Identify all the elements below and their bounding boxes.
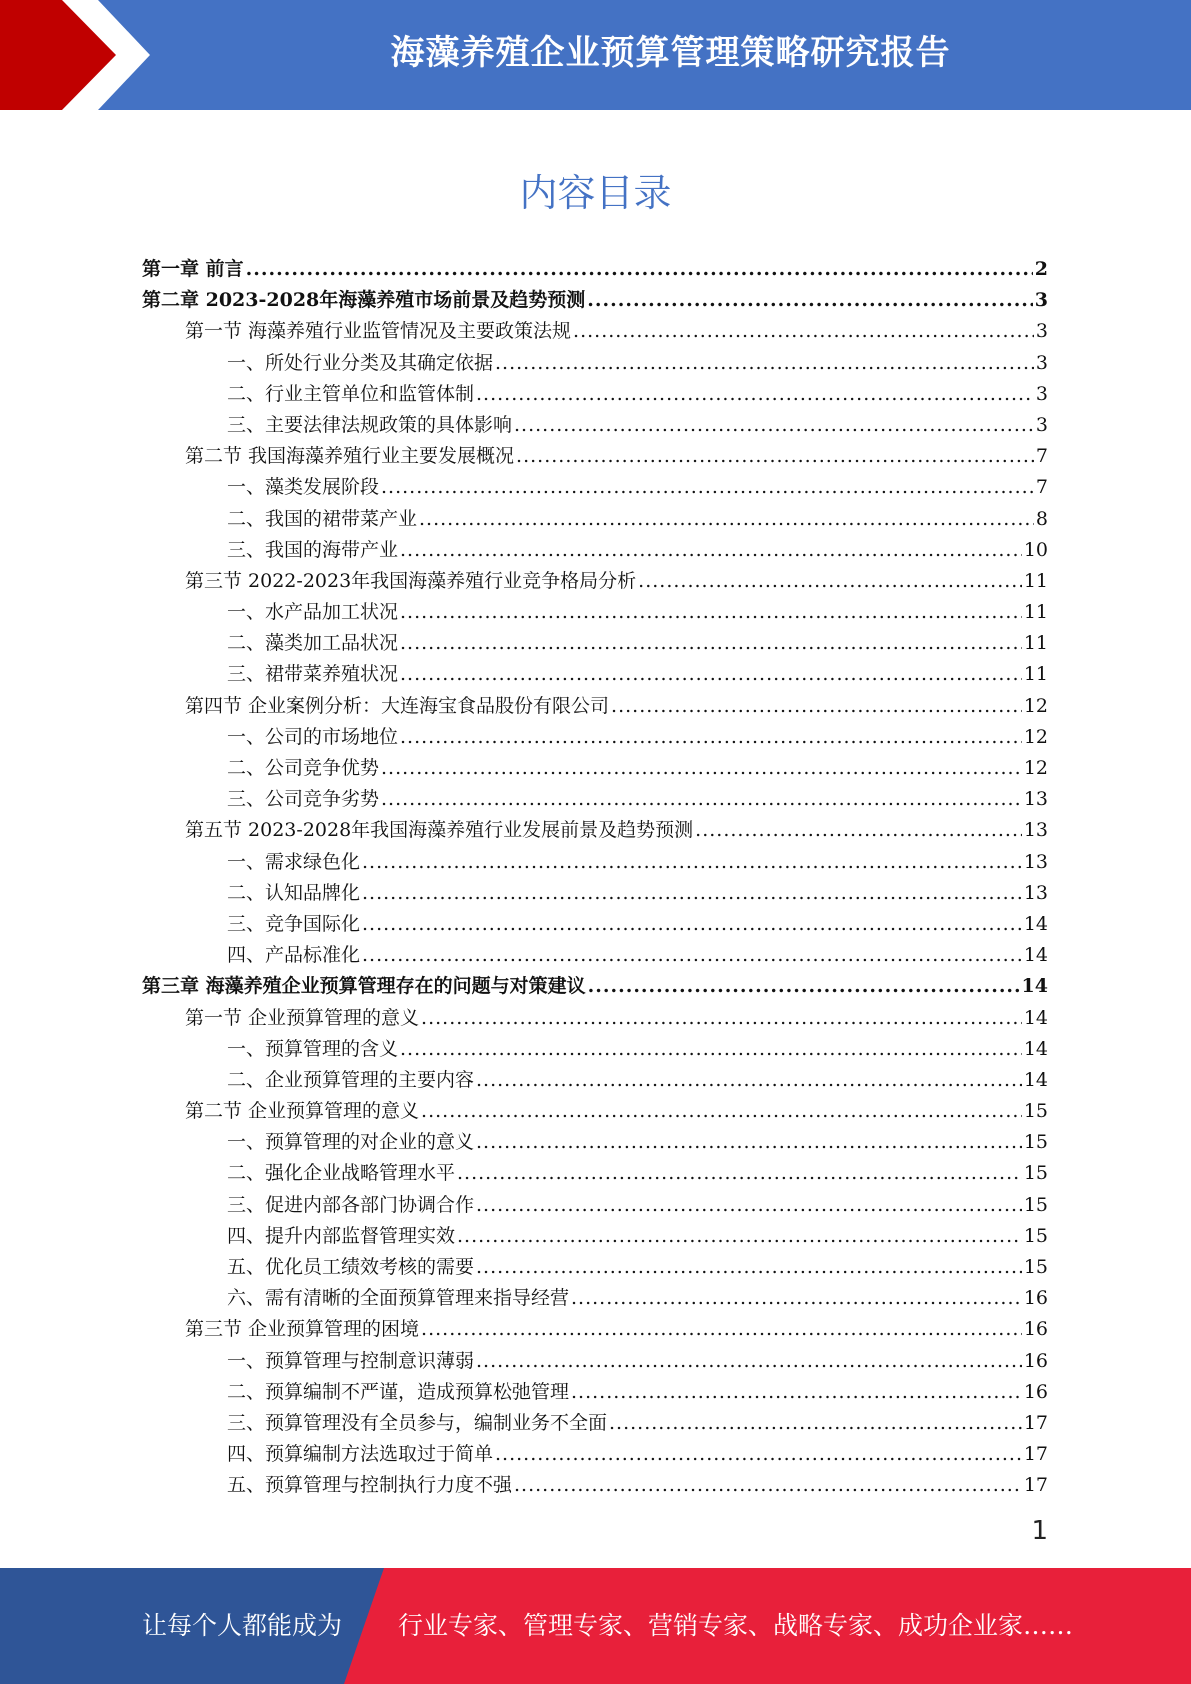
toc-entry-page: 14: [1023, 1068, 1048, 1091]
toc-entry[interactable]: [142, 1096, 1048, 1127]
toc-entry-page: 17: [1023, 1411, 1048, 1434]
toc-entry-title: 四、预算编制方法选取过于简单: [227, 1443, 494, 1466]
toc-leader-dots: [611, 691, 1022, 722]
toc-entry-title: 第三章 海藻养殖企业预算管理存在的问题与对策建议: [142, 975, 586, 998]
toc-leader-dots: [516, 441, 1034, 472]
toc-entry-title: 四、提升内部监督管理实效: [227, 1224, 456, 1247]
toc-entry-title: 三、我国的海带产业: [227, 538, 399, 561]
toc-leader-dots: [571, 1283, 1022, 1314]
toc-entry-page: 7: [1035, 445, 1048, 468]
toc-entry-title: 第一章 前言: [142, 258, 244, 280]
toc-entry[interactable]: [142, 1221, 1048, 1252]
page-number: 1: [1031, 1516, 1048, 1546]
toc-leader-dots: [476, 1190, 1022, 1221]
toc-leader-dots: [400, 597, 1022, 628]
toc-leader-dots: [514, 1470, 1022, 1501]
toc-entry-title: 第五节 2023-2028年我国海藻养殖行业发展前景及趋势预测: [185, 819, 694, 842]
toc-entry-title: 五、预算管理与控制执行力度不强: [227, 1474, 513, 1497]
toc-entry-title: 三、竞争国际化: [227, 912, 361, 935]
toc-entry-page: 16: [1023, 1287, 1048, 1310]
toc-leader-dots: [573, 316, 1034, 347]
toc-leader-dots: [421, 1096, 1022, 1127]
toc-entry[interactable]: [142, 940, 1048, 971]
toc-entry[interactable]: [142, 1283, 1048, 1314]
toc-entry-title: 三、公司竞争劣势: [227, 788, 380, 811]
toc-entry[interactable]: [142, 1470, 1048, 1501]
toc-leader-dots: [514, 410, 1034, 441]
toc-entry-title: 第一节 海藻养殖行业监管情况及主要政策法规: [185, 320, 572, 343]
toc-entry[interactable]: [142, 1252, 1048, 1283]
report-title: 海藻养殖企业预算管理策略研究报告: [390, 33, 951, 73]
toc-entry-page: 15: [1023, 1162, 1048, 1185]
toc-entry[interactable]: [142, 1439, 1048, 1470]
toc-entry[interactable]: [142, 1314, 1048, 1345]
toc-leader-dots: [400, 535, 1022, 566]
toc-leader-dots: [400, 659, 1022, 690]
toc-entry-title: 二、企业预算管理的主要内容: [227, 1068, 475, 1091]
toc-entry-page: 13: [1023, 850, 1048, 873]
toc-entry-page: 13: [1023, 819, 1048, 842]
toc-leader-dots: [381, 753, 1022, 784]
toc-entry[interactable]: [142, 316, 1048, 347]
toc-leader-dots: [419, 504, 1034, 535]
toc-leader-dots: [571, 1377, 1022, 1408]
toc-leader-dots: [362, 940, 1022, 971]
toc-entry[interactable]: [142, 784, 1048, 815]
toc-entry[interactable]: [142, 597, 1048, 628]
footer-slogan-left: 让每个人都能成为: [142, 1611, 343, 1640]
toc-entry-title: 五、优化员工绩效考核的需要: [227, 1256, 475, 1278]
toc-entry-page: 12: [1023, 725, 1048, 748]
toc-entry-title: 一、所处行业分类及其确定依据: [227, 351, 494, 374]
toc-entry[interactable]: [142, 441, 1048, 472]
toc-entry[interactable]: [142, 1065, 1048, 1096]
toc-leader-dots: [476, 1252, 1022, 1283]
toc-entry-page: 11: [1023, 632, 1048, 655]
toc-entry-title: 一、水产品加工状况: [227, 601, 399, 624]
toc-entry-title: 三、主要法律法规政策的具体影响: [227, 413, 513, 436]
toc-entry[interactable]: [142, 379, 1048, 410]
toc-heading: 内容目录: [519, 171, 672, 215]
toc-leader-dots: [457, 1221, 1022, 1252]
toc-entry-title: 第四节 企业案例分析：大连海宝食品股份有限公司: [185, 694, 610, 717]
toc-entry-page: 17: [1023, 1474, 1048, 1497]
toc-leader-dots: [495, 1439, 1022, 1470]
toc-entry-title: 一、预算管理的含义: [227, 1037, 399, 1060]
toc-leader-dots: [457, 1158, 1022, 1189]
toc-leader-dots: [695, 815, 1022, 846]
toc-entry-page: 3: [1035, 413, 1048, 436]
toc-entry-title: 一、藻类发展阶段: [227, 476, 380, 499]
toc-entry-page: 15: [1023, 1193, 1048, 1216]
toc-entry-title: 第二章 2023-2028年海藻养殖市场前景及趋势预测: [142, 289, 586, 312]
toc-entry-title: 一、需求绿色化: [227, 850, 361, 873]
toc-entry-page: 12: [1023, 757, 1048, 779]
toc-entry[interactable]: [142, 254, 1048, 285]
toc-leader-dots: [587, 285, 1033, 316]
toc-entry-title: 二、藻类加工品状况: [227, 632, 399, 655]
toc-leader-dots: [381, 472, 1034, 503]
toc-entry-page: 11: [1023, 569, 1048, 592]
toc-entry-title: 四、产品标准化: [227, 944, 361, 967]
toc-leader-dots: [362, 847, 1022, 878]
toc-entry[interactable]: [142, 348, 1048, 379]
toc-leader-dots: [495, 348, 1034, 379]
toc-entry-title: 三、预算管理没有全员参与，编制业务不全面: [227, 1411, 608, 1434]
toc-entry-title: 一、预算管理的对企业的意义: [227, 1131, 475, 1154]
toc-entry[interactable]: [142, 1408, 1048, 1439]
toc-entry[interactable]: [142, 1377, 1048, 1408]
toc-entry-title: 第二节 我国海藻养殖行业主要发展概况: [185, 445, 515, 468]
toc-leader-dots: [421, 1314, 1022, 1345]
toc-entry[interactable]: [142, 535, 1048, 566]
toc-entry[interactable]: [142, 815, 1048, 846]
toc-entry[interactable]: [142, 1346, 1048, 1377]
toc-entry-title: 三、裙带菜养殖状况: [227, 663, 399, 686]
toc-entry-title: 二、强化企业战略管理水平: [227, 1162, 456, 1185]
toc-entry-title: 第二节 企业预算管理的意义: [185, 1100, 420, 1123]
toc-entry-page: 3: [1034, 289, 1048, 312]
toc-entry-title: 一、预算管理与控制意识薄弱: [227, 1349, 475, 1372]
toc-entry[interactable]: [142, 1190, 1048, 1221]
toc-leader-dots: [476, 379, 1034, 410]
toc-entry-title: 二、认知品牌化: [227, 881, 361, 904]
toc-entry[interactable]: [142, 566, 1048, 597]
toc-entry-page: 14: [1023, 1006, 1048, 1029]
toc-leader-dots: [588, 971, 1020, 1002]
toc-entry-page: 11: [1023, 601, 1048, 624]
toc-entry-page: 15: [1023, 1224, 1048, 1247]
toc-entry[interactable]: [142, 1034, 1048, 1065]
toc-entry-page: 3: [1035, 351, 1048, 374]
toc-entry-page: 12: [1023, 694, 1048, 717]
toc-entry[interactable]: [142, 628, 1048, 659]
toc-entry-page: 13: [1023, 881, 1048, 904]
toc-entry[interactable]: [142, 847, 1048, 878]
toc-entry[interactable]: [142, 971, 1048, 1002]
toc-leader-dots: [476, 1346, 1022, 1377]
toc-entry[interactable]: [142, 410, 1048, 441]
toc-entry-title: 第一节 企业预算管理的意义: [185, 1006, 420, 1029]
toc-leader-dots: [638, 566, 1022, 597]
toc-entry-page: 16: [1023, 1380, 1048, 1403]
toc-entry[interactable]: [142, 722, 1048, 753]
toc-entry-page: 15: [1023, 1100, 1048, 1123]
toc-entry-title: 一、公司的市场地位: [227, 725, 399, 748]
toc-leader-dots: [400, 722, 1022, 753]
toc-entry[interactable]: [142, 472, 1048, 503]
toc-leader-dots: [400, 1034, 1022, 1065]
toc-entry[interactable]: [142, 659, 1048, 690]
toc-entry[interactable]: [142, 1003, 1048, 1034]
toc-entry-page: 3: [1035, 382, 1048, 405]
toc-entry-page: 17: [1023, 1443, 1048, 1466]
toc-entry[interactable]: [142, 691, 1048, 722]
toc-entry-title: 第三节 2022-2023年我国海藻养殖行业竞争格局分析: [185, 569, 637, 592]
toc-entry-title: 六、需有清晰的全面预算管理来指导经营: [227, 1287, 570, 1310]
toc-entry-page: 13: [1023, 788, 1048, 811]
toc-entry-title: 第三节 企业预算管理的困境: [185, 1318, 420, 1341]
toc-entry[interactable]: [142, 909, 1048, 940]
toc-entry-page: 7: [1035, 476, 1048, 499]
toc-entry-title: 二、预算编制不严谨，造成预算松弛管理: [227, 1380, 570, 1403]
toc-entry[interactable]: [142, 753, 1048, 784]
toc-leader-dots: [400, 628, 1022, 659]
toc-entry-title: 三、促进内部各部门协调合作: [227, 1193, 475, 1216]
footer-slogan-right: 行业专家、管理专家、营销专家、战略专家、成功企业家……: [398, 1611, 1074, 1640]
toc-entry-page: 14: [1023, 944, 1048, 967]
toc-leader-dots: [246, 254, 1033, 285]
toc-entry-page: 10: [1023, 538, 1048, 561]
toc-entry-page: 14: [1023, 912, 1048, 935]
footer-banner: [0, 1568, 1191, 1684]
toc-entry[interactable]: [142, 285, 1048, 316]
toc-leader-dots: [362, 878, 1022, 909]
toc-entry-page: 8: [1035, 507, 1048, 530]
toc-entry-page: 16: [1023, 1318, 1048, 1341]
toc-entry-page: 3: [1035, 320, 1048, 343]
toc-leader-dots: [381, 784, 1022, 815]
toc-entry-page: 16: [1023, 1349, 1048, 1372]
toc-entry-title: 二、行业主管单位和监管体制: [227, 382, 475, 405]
toc-entry-page: 14: [1023, 1037, 1048, 1060]
toc-entry-page: 15: [1023, 1131, 1048, 1154]
header-banner: [0, 0, 1191, 110]
toc-leader-dots: [476, 1127, 1022, 1158]
toc-entry-title: 二、公司竞争优势: [227, 757, 380, 779]
toc-entry[interactable]: [142, 1127, 1048, 1158]
toc-leader-dots: [362, 909, 1022, 940]
toc-leader-dots: [421, 1003, 1022, 1034]
table-of-contents: [142, 254, 1048, 1502]
toc-leader-dots: [609, 1408, 1022, 1439]
toc-entry[interactable]: [142, 878, 1048, 909]
toc-entry-page: 11: [1023, 663, 1048, 686]
toc-entry[interactable]: [142, 1158, 1048, 1189]
toc-entry[interactable]: [142, 504, 1048, 535]
toc-leader-dots: [476, 1065, 1022, 1096]
toc-entry-title: 二、我国的裙带菜产业: [227, 507, 418, 530]
toc-entry-page: 15: [1023, 1256, 1048, 1278]
toc-entry-page: 2: [1034, 258, 1048, 280]
toc-entry-page: 14: [1021, 975, 1048, 998]
